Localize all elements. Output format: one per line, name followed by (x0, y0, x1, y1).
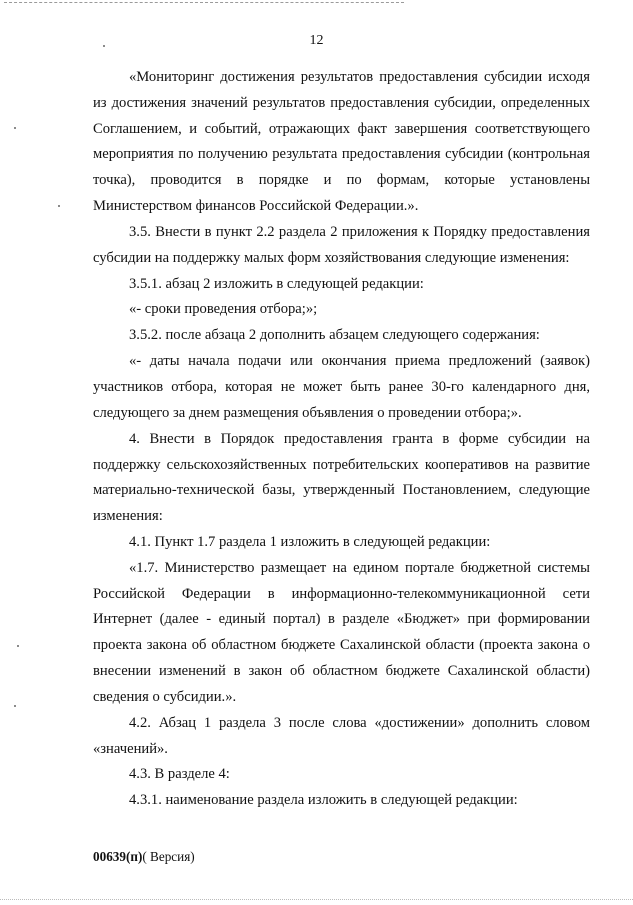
paragraph: 4.3.1. наименование раздела изложить в следующей редакции: (129, 792, 518, 809)
paragraph: 4.2. Абзац 1 раздела 3 после слова «достижении» дополнить словом «значений». (93, 714, 590, 757)
page-number: 12 (309, 33, 324, 48)
paragraph: 3.5.2. после абзаца 2 дополнить абзацем следующего содержания: (129, 327, 540, 344)
document-footer (93, 849, 195, 865)
top-scan-rule (4, 2, 404, 4)
document-code: 00639(п) (93, 849, 143, 864)
paragraph: 4.1. Пункт 1.7 раздела 1 изложить в следующей редакции: (129, 534, 491, 550)
paragraph: «- сроки проведения отбора;»; (129, 301, 318, 318)
paragraph: 4.3. В разделе 4: (129, 766, 230, 783)
paragraph: «- даты начала подачи или окончания приема предложений (заявок) участников отбора, которая не может быть ранее 30-го календарного дня, следующего за днем размещения объявления о проведении отбора;». (93, 353, 590, 421)
paragraph: 3.5. Внести в пункт 2.2 раздела 2 приложения к Порядку предоставления субсидии на поддержку малых форм хозяйствования следующие изменения: (93, 223, 590, 266)
paragraph: «1.7. Министерство размещает на едином портале бюджетной системы Российской Федерации в информационно-телекоммуникационной сети Интернет (далее - единый портал) в разделе «Бюджет» при формировании проекта закона об областном бюджете Сахалинской области (проекта закона о внесении изменений в закон об областном бюджете Сахалинской области) сведения о субсидии.». (93, 559, 590, 705)
scan-speck (17, 645, 19, 647)
paragraph: 3.5.1. абзац 2 изложить в следующей редакции: (129, 275, 424, 292)
document-version: ( Версия) (142, 849, 195, 864)
paragraph: 4. Внести в Порядок предоставления гранта в форме субсидии на поддержку сельскохозяйственных потребительских кооперативов на развитие материально-технической базы, утвержденный Постановлением, следующие изменения: (93, 430, 590, 525)
document-body (93, 65, 590, 814)
scan-speck (14, 705, 16, 707)
scan-speck (14, 127, 16, 129)
paragraph: «Мониторинг достижения результатов предоставления субсидии исходя из достижения значений результатов предоставления субсидии, определенных Соглашением, и событий, отражающих факт завершения соответствующего мероприятия по получению результата предоставления субсидии (контрольная точка), проводится в порядке и по формам, которые установлены Министерством финансов Российской Федерации.». (93, 69, 590, 214)
scan-speck (58, 205, 60, 207)
bottom-scan-rule (0, 899, 633, 901)
